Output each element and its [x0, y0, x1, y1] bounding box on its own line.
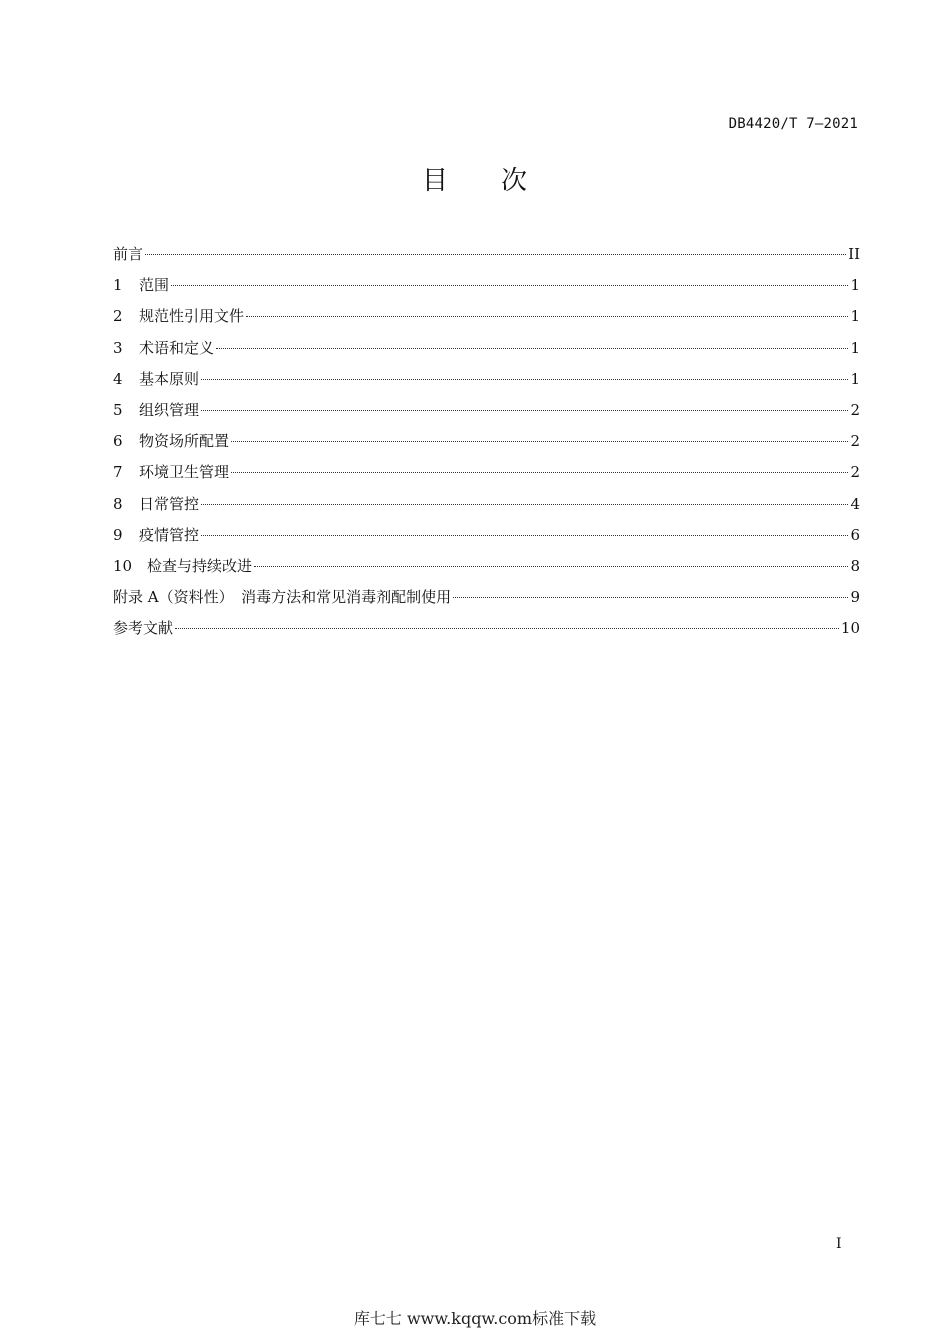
toc-entry-number: 2 [113, 307, 123, 326]
dot-leader [453, 597, 848, 598]
page-number: I [836, 1236, 842, 1252]
dot-leader [216, 348, 848, 349]
toc-entry-organization[interactable] [113, 396, 860, 427]
dot-leader [231, 472, 848, 473]
dot-leader [145, 254, 846, 255]
toc-entry-page: 8 [850, 556, 860, 575]
title-char-2: 次 [501, 166, 529, 196]
toc-entry-page: II [848, 245, 860, 263]
toc-entry-number: 6 [113, 432, 123, 451]
toc-entry-number: 3 [113, 338, 123, 357]
toc-entry-epidemic-control[interactable] [113, 521, 860, 552]
toc-entry-environmental-hygiene[interactable] [113, 458, 860, 489]
toc-entry-appendix-a[interactable] [113, 583, 860, 614]
toc-entry-page: 2 [850, 400, 860, 419]
toc-entry-number: 1 [113, 276, 123, 295]
toc-entry-page: 1 [850, 369, 860, 388]
dot-leader [201, 535, 848, 536]
toc-entry-page: 10 [840, 619, 860, 638]
dot-leader [171, 285, 848, 286]
dot-leader [246, 316, 848, 317]
table-of-contents [113, 240, 860, 645]
dot-leader [201, 504, 848, 505]
toc-entry-number: 5 [113, 400, 123, 419]
toc-entry-materials-venues[interactable] [113, 427, 860, 458]
toc-entry-label: 范围 [139, 276, 170, 295]
toc-entry-number: 7 [113, 463, 123, 482]
toc-entry-label: 基本原则 [139, 369, 200, 388]
dot-leader [201, 410, 848, 411]
toc-entry-label: 组织管理 [139, 400, 200, 419]
toc-entry-basic-principles[interactable] [113, 365, 860, 396]
toc-entry-number: 4 [113, 369, 123, 388]
toc-entry-label: 规范性引用文件 [139, 307, 245, 326]
toc-entry-page: 1 [850, 338, 860, 357]
toc-entry-page: 2 [850, 432, 860, 451]
toc-entry-label: 检查与持续改进 [147, 556, 253, 575]
page-title [0, 160, 950, 197]
toc-entry-label: 附录 A（资料性） 消毒方法和常见消毒剂配制使用 [113, 588, 452, 607]
document-code: DB4420/T 7—2021 [728, 116, 858, 132]
toc-entry-label: 参考文献 [113, 619, 174, 638]
title-char-1: 目 [421, 166, 449, 196]
dot-leader [201, 379, 848, 380]
toc-entry-number: 8 [113, 494, 123, 513]
dot-leader [175, 628, 839, 629]
dot-leader [254, 566, 848, 567]
toc-entry-scope[interactable] [113, 271, 860, 302]
toc-entry-number: 10 [113, 556, 133, 575]
toc-entry-label: 日常管控 [139, 494, 200, 513]
toc-entry-label: 环境卫生管理 [139, 463, 230, 482]
toc-entry-label: 术语和定义 [139, 338, 215, 357]
toc-entry-label: 物资场所配置 [139, 432, 230, 451]
toc-entry-page: 6 [850, 525, 860, 544]
toc-entry-number: 9 [113, 525, 123, 544]
toc-entry-page: 2 [850, 463, 860, 482]
toc-entry-inspection-improvement[interactable] [113, 552, 860, 583]
toc-entry-preface[interactable] [113, 240, 860, 271]
watermark-text: 库七七 www.kqqw.com标准下载 [353, 1309, 597, 1328]
toc-entry-normative-references[interactable] [113, 302, 860, 333]
toc-entry-label: 疫情管控 [139, 525, 200, 544]
toc-entry-terms-definitions[interactable] [113, 334, 860, 365]
toc-entry-page: 9 [850, 588, 860, 607]
toc-entry-page: 4 [850, 494, 860, 513]
dot-leader [231, 441, 848, 442]
toc-entry-daily-control[interactable] [113, 490, 860, 521]
toc-entry-label: 前言 [113, 245, 144, 263]
toc-entry-page: 1 [850, 307, 860, 326]
toc-entry-page: 1 [850, 276, 860, 295]
toc-entry-bibliography[interactable] [113, 614, 860, 645]
